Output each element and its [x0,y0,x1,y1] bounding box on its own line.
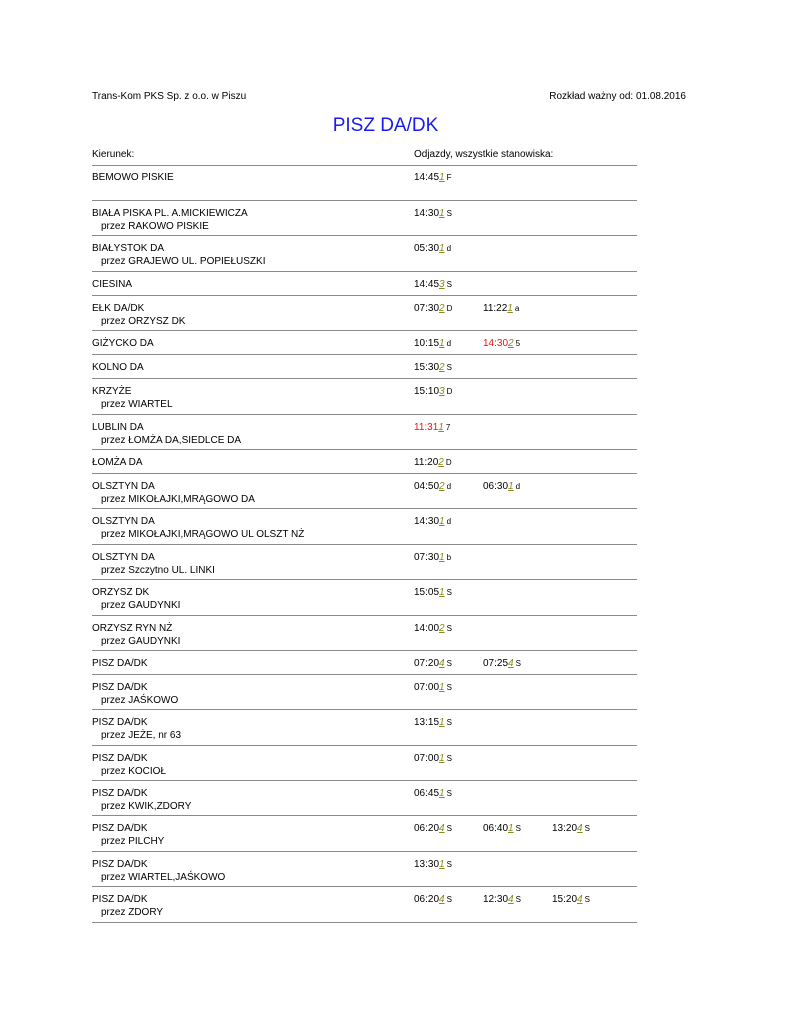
destination-name: PISZ DA/DK [92,681,148,693]
via-route: przez PILCHY [101,836,165,848]
departure-time: 04:50 [414,480,440,492]
departure [483,893,521,906]
via-route: przez ZDORY [101,907,164,919]
platform-number: 1 [439,717,445,729]
departure [414,207,452,220]
destination [92,822,164,848]
departure-time: 14:30 [483,338,509,350]
platform-number: 4 [508,657,514,669]
departures [414,822,637,835]
destination [92,586,180,612]
timetable-row [92,201,637,236]
timetable-row [92,236,637,271]
platform-number: 4 [508,894,514,906]
service-symbol: S [515,824,521,834]
service-symbol: S [446,895,452,905]
destination-name: PISZ DA/DK [92,657,148,669]
destination [92,858,225,884]
destination-name: OLSZTYN DA [92,480,155,492]
destination-name: PISZ DA/DK [92,788,148,800]
destination-name: BEMOWO PISKIE [92,172,174,183]
departures [414,302,637,315]
departures [414,278,637,291]
departure [483,337,520,350]
destination [92,242,265,268]
service-symbol: S [446,209,452,218]
departure-time: 07:00 [414,752,440,764]
service-symbol: S [446,789,452,799]
departure-time: 14:00 [414,622,440,634]
timetable-row [92,331,637,355]
destination [92,551,215,577]
departure [483,822,521,835]
departures [414,171,637,184]
departure-time: 11:22 [483,302,508,314]
service-symbol: D [446,387,453,397]
platform-number: 4 [439,657,445,669]
platform-number: 1 [507,302,513,314]
departure-time: 15:30 [414,362,440,374]
destination [92,385,173,411]
departure-time: 14:30 [414,208,440,219]
departure [483,302,519,315]
destination [92,893,163,919]
departure-time: 07:20 [414,657,440,669]
via-route: przez MIKOŁAJKI,MRĄGOWO DA [101,493,255,505]
departure-time: 11:20 [414,456,439,468]
timetable-row [92,852,637,887]
departure [414,302,452,315]
destination-name: PISZ DA/DK [92,858,148,870]
departure [414,551,451,564]
departure-time: 06:30 [483,480,509,492]
departures [414,657,637,670]
departures [414,385,637,398]
timetable-row [92,616,637,651]
platform-number: 2 [439,362,445,374]
departure [414,278,452,291]
departure-time: 07:30 [414,551,440,563]
timetable [92,165,637,923]
platform-number: 4 [439,894,445,906]
timetable-row [92,165,637,201]
departure [414,586,452,599]
destination-name: ORZYSZ DK [92,587,150,599]
departure-time: 15:05 [414,587,440,599]
platform-number: 1 [439,681,445,693]
service-symbol: S [446,824,452,834]
departure [414,242,451,255]
destination-name: CIESINA [92,278,133,290]
departure-time: 14:45 [414,172,440,183]
departure-time: 13:20 [552,823,578,835]
platform-number: 4 [577,894,583,906]
via-route: przez KOCIOŁ [101,765,167,777]
service-symbol: S [515,658,521,668]
timetable-row [92,746,637,781]
service-symbol: S [446,658,452,668]
departure-time: 11:31 [414,421,439,433]
service-symbol: d [446,339,452,349]
timetable-row [92,710,637,745]
departure-time: 15:20 [552,894,578,906]
service-symbol: S [446,753,452,763]
departure [414,421,450,434]
destination-name: EŁK DA/DK [92,302,145,314]
destination [92,361,144,374]
departures [414,480,637,493]
service-symbol: d [515,481,521,491]
departure [414,515,451,528]
platform-number: 1 [439,551,445,563]
departures [414,716,637,729]
destination [92,515,304,541]
departure-time: 13:15 [414,717,440,729]
departure [414,385,452,398]
page-title: PISZ DA/DK [332,115,439,136]
platform-number: 1 [439,752,445,764]
departures [414,361,637,374]
departure-time: 07:25 [483,657,509,669]
timetable-row [92,816,637,851]
via-route: przez ORZYSZ DK [101,315,186,327]
destination [92,787,191,813]
timetable-row [92,545,637,580]
departure-time: 06:20 [414,823,440,835]
via-route: przez WIARTEL [101,399,173,411]
destination [92,278,132,291]
via-route: przez GRAJEWO UL. POPIEŁUSZKI [101,256,266,268]
departure [414,822,452,835]
service-symbol: 7 [445,422,451,432]
departure [414,622,452,635]
timetable-row [92,887,637,922]
destination [92,421,241,447]
destination-name: LUBLIN DA [92,421,144,433]
destination [92,456,143,469]
timetable-row [92,509,637,544]
destination [92,337,154,350]
via-route: przez GAUDYNKI [101,600,181,612]
direction-column-label: Kierunek: [92,149,135,160]
timetable-row [92,415,637,450]
departure-time: 12:30 [483,894,509,906]
service-symbol: S [446,682,452,692]
platform-number: 1 [439,338,445,350]
timetable-row [92,296,637,331]
destination-name: OLSZTYN DA [92,516,155,528]
service-symbol: S [584,824,590,834]
departures [414,456,637,469]
departure [483,657,521,670]
service-symbol: a [514,303,520,313]
timetable-row [92,272,637,296]
departure [414,456,452,469]
platform-number: 1 [508,823,514,835]
platform-number: 3 [439,386,445,398]
service-symbol: D [446,303,453,313]
destination [92,171,174,184]
destination-name: BIAŁYSTOK DA [92,243,165,255]
platform-number: 2 [439,622,445,634]
platform-number: 2 [439,480,445,492]
departures [414,515,637,528]
platform-number: 2 [439,302,445,314]
timetable-row [92,580,637,615]
platform-number: 1 [439,587,445,599]
destination-name: OLSZTYN DA [92,551,155,563]
via-route: przez RAKOWO PISKIE [101,221,209,232]
timetable-row [92,379,637,414]
platform-number: 1 [439,788,445,800]
destination [92,752,166,778]
service-symbol: b [446,552,452,562]
departure-time: 07:30 [414,302,440,314]
destination-name: KRZYŻE [92,386,132,398]
destination-name: BIAŁA PISKA PL. A.MICKIEWICZA [92,208,248,219]
destination [92,302,185,328]
departure-time: 05:30 [414,243,440,255]
destination-name: ŁOMŻA DA [92,456,143,468]
service-symbol: d [446,517,452,527]
service-symbol: D [445,457,452,467]
destination-name: ORZYSZ RYN NŻ [92,622,173,634]
platform-number: 1 [438,421,444,433]
service-symbol: S [446,363,452,373]
departure-time: 06:45 [414,788,440,800]
service-symbol: S [446,623,452,633]
destination-name: PISZ DA/DK [92,823,148,835]
timetable-row [92,474,637,509]
departure-time: 07:00 [414,681,440,693]
platform-number: 1 [439,208,445,219]
platform-number: 2 [438,456,444,468]
departure [414,480,451,493]
departure [414,361,452,374]
via-route: przez Szczytno UL. LINKI [101,564,215,576]
service-symbol: d [446,481,452,491]
validity-date: Rozkład ważny od: 01.08.2016 [549,91,686,102]
service-symbol: S [446,718,452,728]
service-symbol: S [584,895,590,905]
departure [414,893,452,906]
departure-time: 06:20 [414,894,440,906]
departure [414,752,452,765]
platform-number: 1 [439,516,445,528]
destination-name: PISZ DA/DK [92,717,148,729]
destination [92,681,178,707]
departure [414,657,452,670]
departure-time: 15:10 [414,386,440,398]
departures [414,242,637,255]
departure [414,858,452,871]
departure [414,716,452,729]
departure-time: 14:30 [414,516,440,528]
destination [92,480,255,506]
platform-number: 4 [577,823,583,835]
via-route: przez ŁOMŻA DA,SIEDLCE DA [101,434,242,446]
platform-number: 1 [508,480,514,492]
timetable-row [92,675,637,710]
via-route: przez MIKOŁAJKI,MRĄGOWO UL OLSZT NŻ [101,529,305,541]
destination [92,657,148,670]
departure-time: 06:40 [483,823,509,835]
departures [414,681,637,694]
destination [92,207,248,233]
departure [552,822,590,835]
destination-name: KOLNO DA [92,362,144,374]
departure [414,337,451,350]
departures [414,622,637,635]
via-route: przez WIARTEL,JAŚKOWO [101,871,226,883]
departure [483,480,520,493]
destination-name: GIŻYCKO DA [92,338,154,350]
timetable-row [92,651,637,675]
departure [414,681,452,694]
service-symbol: d [446,244,452,254]
service-symbol: F [446,173,452,182]
destination [92,622,180,648]
service-symbol: 5 [515,339,521,349]
departure [414,171,451,184]
departures [414,787,637,800]
destination-name: PISZ DA/DK [92,752,148,764]
company-name: Trans-Kom PKS Sp. z o.o. w Piszu [92,91,247,102]
departures [414,551,637,564]
departures [414,337,637,350]
timetable-row [92,450,637,474]
platform-number: 1 [439,243,445,255]
departure-time: 13:30 [414,858,440,870]
service-symbol: S [515,895,521,905]
service-symbol: S [446,859,452,869]
via-route: przez JEŻE, nr 63 [101,730,182,742]
departure-time: 14:45 [414,278,440,290]
platform-number: 3 [439,278,445,290]
timetable-row [92,781,637,816]
destination [92,716,181,742]
platform-number: 4 [439,823,445,835]
timetable-row [92,355,637,379]
departure [414,787,452,800]
service-symbol: S [446,279,452,289]
platform-number: 1 [439,858,445,870]
departures [414,893,637,906]
departure-time: 10:15 [414,338,440,350]
platform-number: 2 [508,338,514,350]
via-route: przez GAUDYNKI [101,635,181,647]
departures [414,752,637,765]
platform-number: 1 [439,172,445,183]
departures [414,207,637,220]
via-route: przez KWIK,ZDORY [101,801,192,813]
service-symbol: S [446,588,452,598]
departures [414,586,637,599]
destination-name: PISZ DA/DK [92,894,148,906]
departures-column-label: Odjazdy, wszystkie stanowiska: [414,149,554,160]
departures [414,858,637,871]
via-route: przez JAŚKOWO [101,694,179,706]
departures [414,421,637,434]
departure [552,893,590,906]
